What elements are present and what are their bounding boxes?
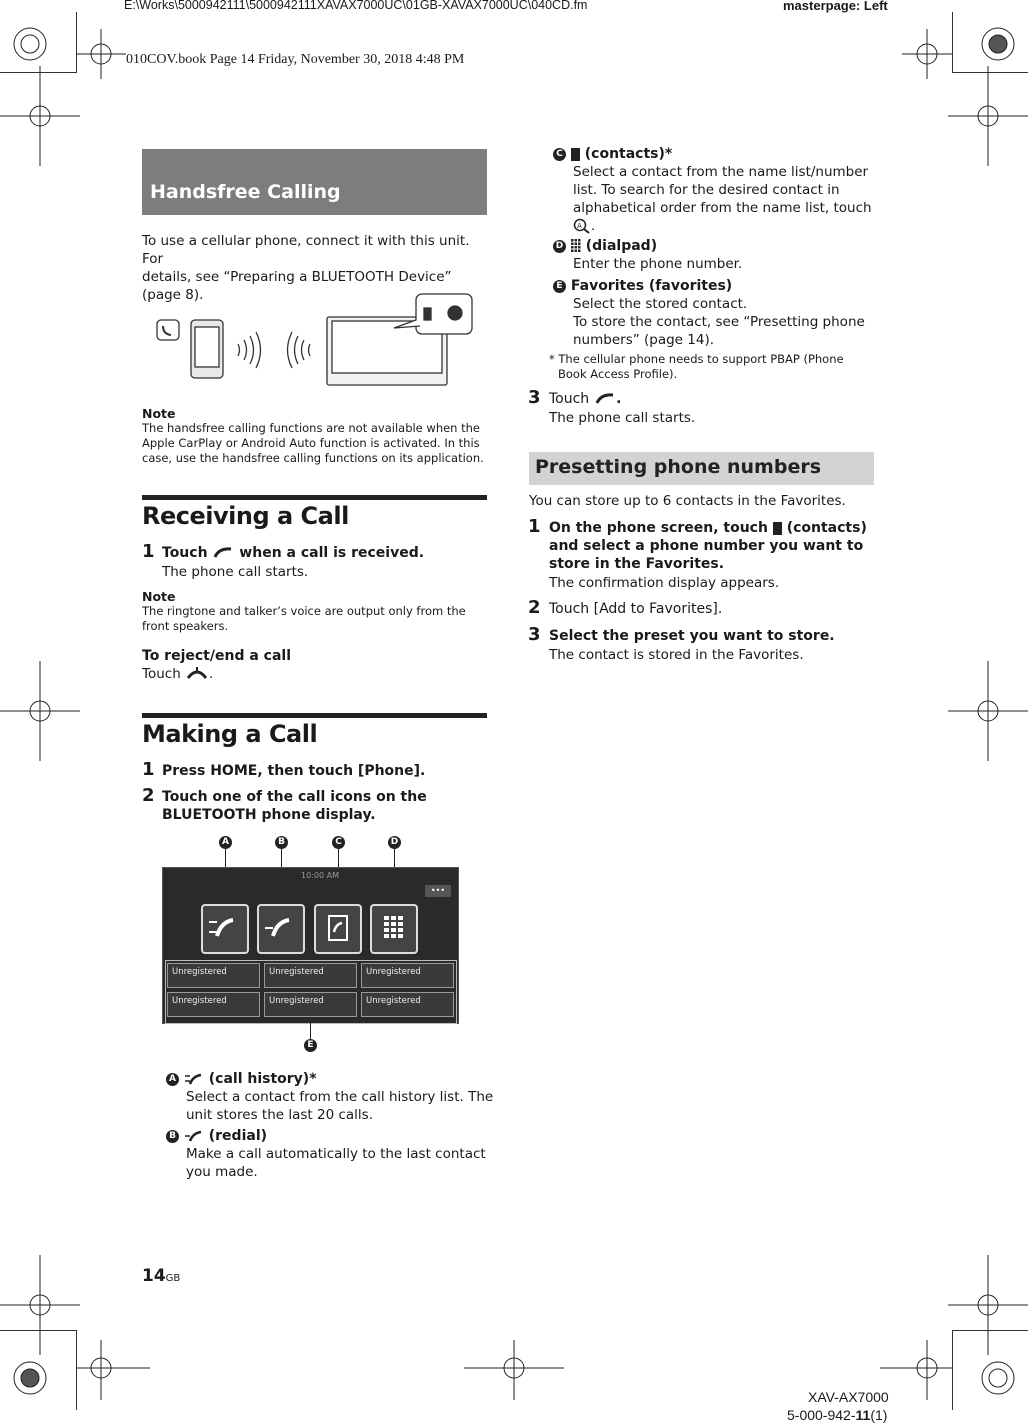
step-text: On the phone screen, touch — [549, 520, 768, 536]
footnote-line: Book Access Profile). — [558, 367, 678, 381]
call-history-button[interactable] — [201, 904, 249, 954]
footnote — [549, 352, 879, 382]
section-title-receiving: Receiving a Call — [142, 502, 349, 530]
dialpad-icon — [571, 239, 581, 253]
item-desc: Select the stored contact. — [573, 296, 748, 312]
item-desc: list. To search for the desired contact in — [573, 182, 840, 198]
file-path: E:\Works\5000942111\5000942111XAVAX7000UC\01GB-XAVAX7000UC\040CD.fm — [124, 0, 588, 12]
item-label-e: E — [553, 280, 566, 293]
intro-line: To use a cellular phone, connect it with this unit. For — [142, 233, 470, 267]
presetting-step-1 — [549, 519, 879, 573]
step-number: 1 — [528, 516, 541, 537]
phone-call-icon — [212, 546, 234, 560]
item-heading — [553, 277, 883, 295]
item-heading — [553, 145, 883, 163]
presetting-intro: You can store up to 6 contacts in the Favorites. — [529, 493, 846, 509]
redial-icon — [184, 1129, 204, 1143]
note-line: Apple CarPlay or Android Auto function is activated. In this — [142, 436, 480, 450]
item-desc: To store the contact, see “Presetting phone — [573, 314, 865, 330]
handsfree-note — [142, 406, 492, 466]
favorite-preset[interactable]: Unregistered — [361, 963, 454, 988]
code-part: 11 — [855, 1407, 871, 1423]
hang-up-icon — [185, 667, 209, 681]
item-heading — [553, 237, 883, 255]
presetting-step-3: Select the preset you want to store. — [549, 628, 835, 644]
presetting-step-2: Touch [Add to Favorites]. — [549, 601, 723, 617]
section-bar-presetting — [529, 452, 874, 485]
step-result: The phone call starts. — [549, 410, 696, 426]
contacts-icon — [773, 522, 782, 535]
reject-instruction — [142, 665, 213, 683]
intro-line: (page 8). — [142, 287, 204, 303]
item-label-d: D — [553, 240, 566, 253]
intro-line: details, see “Preparing a BLUETOOTH Device” — [142, 269, 452, 285]
dialpad-icon — [372, 906, 416, 952]
item-desc: A . — [553, 217, 883, 235]
phone-call-icon — [594, 392, 616, 406]
section-rule — [142, 713, 487, 718]
item-contacts — [553, 145, 883, 235]
step-result: The confirmation display appears. — [549, 575, 780, 591]
screen-clock: 10:00 AM — [301, 871, 339, 880]
item-label-c: C — [553, 148, 566, 161]
section-title-making: Making a Call — [142, 720, 318, 748]
callout-b: B — [275, 836, 288, 849]
section-bar-handsfree — [142, 149, 487, 215]
svg-text:A: A — [577, 222, 582, 230]
item-title: (dialpad) — [585, 238, 658, 254]
call-history-icon — [203, 906, 247, 952]
step-result: The contact is stored in the Favorites. — [549, 647, 804, 663]
note-line: case, use the handsfree calling functions on its application. — [142, 451, 484, 465]
making-step-2 — [162, 788, 492, 824]
phone-screen — [162, 867, 459, 1024]
page-suffix: GB — [165, 1273, 181, 1284]
menu-button[interactable]: ••• — [425, 885, 451, 897]
redial-button[interactable] — [257, 904, 305, 954]
contacts-button[interactable] — [314, 904, 362, 954]
footnote-line: * The cellular phone needs to support PBAP (Phone — [549, 352, 844, 366]
step-text: (contacts) — [786, 520, 867, 536]
note-label: Note — [142, 406, 176, 421]
favorite-preset[interactable]: Unregistered — [264, 963, 357, 988]
step-text: Touch — [162, 545, 208, 561]
dialpad-button[interactable] — [370, 904, 418, 954]
note-label: Note — [142, 589, 176, 604]
phone-connection-illustration — [154, 292, 476, 388]
code-part: 5-000-942- — [787, 1407, 856, 1423]
callout-c: C — [332, 836, 345, 849]
item-desc: you made. — [186, 1164, 258, 1180]
item-label-a: A — [166, 1073, 179, 1086]
step-text: Touch — [142, 666, 181, 682]
callout-line — [310, 1022, 311, 1040]
item-desc: Select a contact from the call history list. The — [186, 1089, 494, 1105]
step-text: and select a phone number you want to — [549, 538, 864, 554]
favorite-preset[interactable]: Unregistered — [167, 992, 260, 1017]
call-history-icon — [184, 1072, 204, 1086]
step-text: Touch — [549, 391, 590, 407]
model-number: XAV-AX7000 — [808, 1389, 889, 1405]
making-step-3 — [549, 390, 621, 408]
step-line — [549, 519, 879, 537]
contacts-icon — [316, 906, 360, 952]
receiving-step-1 — [162, 544, 492, 562]
item-title: Favorites (favorites) — [570, 278, 733, 294]
making-step-1: Press HOME, then touch [Phone]. — [162, 763, 426, 779]
section-rule — [142, 495, 487, 500]
item-title: (redial) — [208, 1128, 268, 1144]
note-line: The handsfree calling functions are not available when the — [142, 421, 481, 435]
receiving-note — [142, 589, 492, 634]
favorite-preset[interactable]: Unregistered — [361, 992, 454, 1017]
section-title-handsfree: Handsfree Calling — [150, 181, 341, 203]
item-desc: Select a contact from the name list/number — [573, 164, 869, 180]
item-desc: alphabetical order from the name list, touch — [573, 200, 872, 216]
step-result: The phone call starts. — [162, 564, 309, 580]
book-info: 010COV.book Page 14 Friday, November 30, 2018 4:48 PM — [126, 52, 465, 67]
note-line: front speakers. — [142, 619, 229, 633]
step-number: 3 — [528, 387, 541, 408]
step-number: 1 — [142, 541, 155, 562]
alphabet-search-icon — [573, 218, 591, 234]
section-title-presetting: Presetting phone numbers — [535, 456, 822, 478]
step-number: 1 — [142, 759, 155, 780]
page-number — [142, 1266, 180, 1286]
item-title: (contacts)* — [584, 146, 673, 162]
period: . — [209, 666, 214, 682]
redial-icon — [259, 906, 303, 952]
note-line: The ringtone and talker’s voice are output only from the — [142, 604, 466, 618]
item-desc: numbers” (page 14). — [573, 332, 715, 348]
item-desc: unit stores the last 20 calls. — [186, 1107, 373, 1123]
item-title: (call history)* — [208, 1071, 317, 1087]
part-code — [787, 1407, 887, 1423]
item-heading — [166, 1070, 496, 1088]
step-text: Touch one of the call icons on the — [162, 789, 427, 805]
page-num: 14 — [142, 1266, 166, 1286]
callout-e: E — [304, 1039, 317, 1052]
step-text: store in the Favorites. — [549, 556, 725, 572]
step-number: 2 — [528, 597, 541, 618]
item-dialpad — [553, 237, 883, 273]
callout-a: A — [219, 836, 232, 849]
reject-title: To reject/end a call — [142, 648, 292, 664]
item-heading — [166, 1127, 496, 1145]
step-text: BLUETOOTH phone display. — [162, 807, 376, 823]
code-part: (1) — [870, 1407, 888, 1423]
step-number: 2 — [142, 785, 155, 806]
item-favorites — [553, 277, 883, 349]
item-desc: Enter the phone number. — [573, 256, 743, 272]
item-label-b: B — [166, 1130, 179, 1143]
contacts-icon — [571, 148, 580, 161]
masterpage-label: masterpage: Left — [783, 0, 888, 13]
item-call-history — [166, 1070, 496, 1124]
period: . — [616, 391, 622, 407]
item-redial — [166, 1127, 496, 1181]
step-number: 3 — [528, 624, 541, 645]
favorite-preset[interactable]: Unregistered — [264, 992, 357, 1017]
item-desc: Make a call automatically to the last contact — [186, 1146, 486, 1162]
bluetooth-phone-display-figure — [162, 834, 462, 1056]
callout-d: D — [388, 836, 401, 849]
step-text: when a call is received. — [239, 545, 425, 561]
favorite-preset[interactable]: Unregistered — [167, 963, 260, 988]
